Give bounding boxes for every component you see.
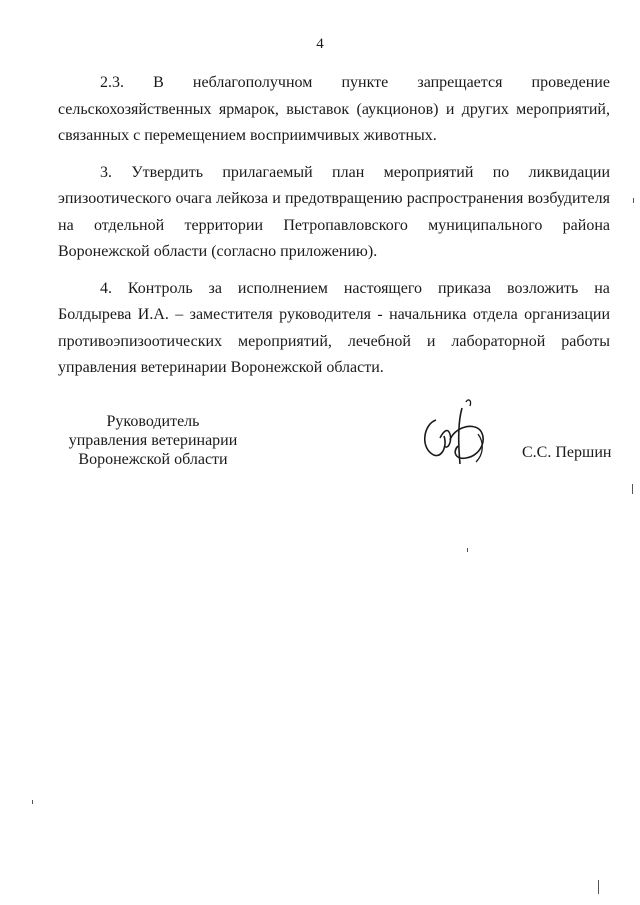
word: настоящего — [343, 279, 423, 297]
word: 4. — [100, 279, 112, 297]
word: за — [208, 279, 222, 297]
word: Контроль — [127, 279, 193, 297]
word: возложить — [507, 279, 579, 297]
document-body — [58, 70, 610, 392]
paragraph-4-continuation: Болдырева И.А. – заместителя руководителя - начальника отдела организации противоэпизоотических мероприятий, лечебной и лабораторной работы управления ветеринарии Воронежской области. — [58, 306, 610, 376]
scan-artifact — [32, 800, 33, 804]
signer-name: С.С. Першин — [522, 444, 612, 461]
word: исполнением — [237, 279, 328, 297]
scan-artifact — [633, 198, 634, 203]
word: на — [594, 279, 610, 297]
signatory-title — [58, 412, 248, 469]
scan-artifact — [467, 548, 468, 552]
signatory-title-line: управления ветеринарии — [68, 432, 238, 449]
word: пункте — [341, 74, 389, 91]
paragraph-2-3-continuation: сельскохозяйственных ярмарок, выставок (аукционов) и других мероприятий, связанных с перемещением восприимчивых животных. — [58, 100, 610, 144]
handwritten-signature — [418, 398, 498, 468]
paragraph-2-3-first-line — [58, 70, 610, 97]
paragraph-3: 3. Утвердить прилагаемый план мероприятий по ликвидации эпизоотического очага лейкоза и предотвращению распространения возбудителя на отдельной территории Петропавловского муниципального района Воронежской области (согласно приложению). — [58, 163, 610, 260]
word: неблагополучном — [192, 74, 313, 91]
word: проведение — [531, 74, 610, 91]
word: В — [153, 74, 164, 91]
paragraph-4-first-line — [58, 276, 610, 303]
signatory-title-line: Воронежской области — [78, 451, 228, 468]
word: 2.3. — [100, 74, 124, 91]
paragraph-4 — [58, 276, 610, 382]
word: приказа — [437, 279, 492, 297]
scan-artifact — [598, 880, 599, 894]
page-number: 4 — [316, 36, 324, 52]
paragraph-2-3 — [58, 70, 610, 150]
signatory-title-line: Руководитель — [106, 413, 200, 430]
word: запрещается — [417, 74, 503, 91]
scan-artifact — [632, 484, 633, 494]
